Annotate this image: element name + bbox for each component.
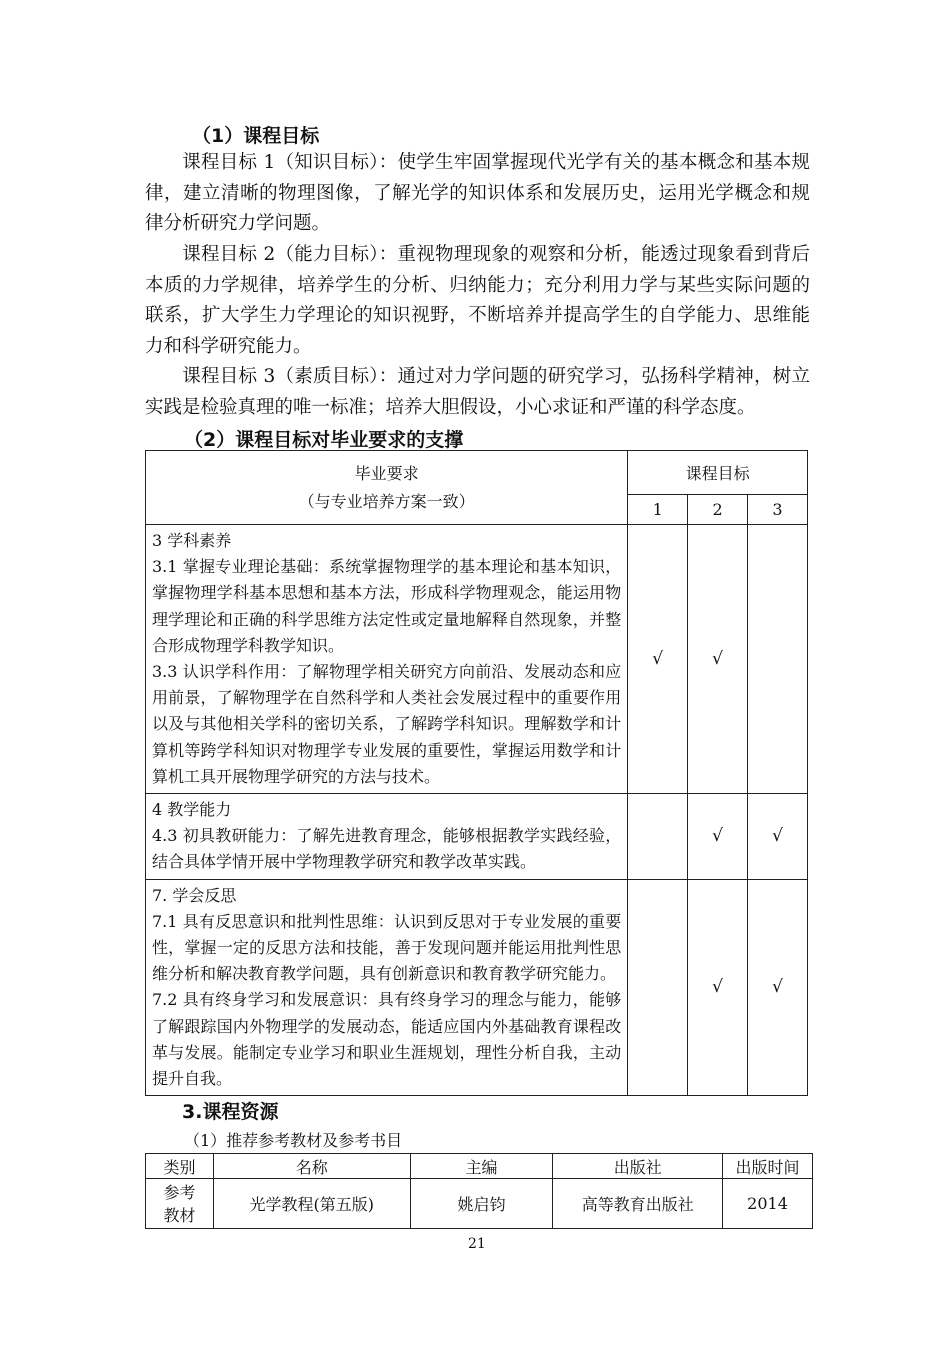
table-row — [146, 1179, 813, 1229]
header-name: 名称 — [213, 1154, 410, 1179]
goal-col-1: 1 — [628, 495, 688, 525]
table-row — [146, 525, 808, 794]
section-heading-support: （2）课程目标对毕业要求的支撑 — [184, 429, 464, 451]
requirements-support-table — [145, 450, 808, 1096]
goal-2-paragraph — [145, 240, 810, 362]
category-line: 教材 — [163, 1205, 196, 1225]
check-mark: √ — [748, 794, 808, 880]
references-table — [145, 1153, 813, 1229]
goal-3-paragraph — [145, 362, 810, 423]
goal-3-text: 课程目标 3（素质目标）：通过对力学问题的研究学习，弘扬科学精神，树立实践是检验真理的唯一标准；培养大胆假设，小心求证和严谨的科学态度。 — [145, 366, 810, 418]
subheading-references: （1）推荐参考教材及参考书目 — [184, 1131, 403, 1150]
requirement-item: 7.1 具有反思意识和批判性思维：认识到反思对于专业发展的重要性，掌握一定的反思方法和技能，善于发现问题并能运用批判性思维分析和解决教育教学问题，具有创新意识和教育教学研究能力。 — [152, 911, 622, 984]
goal-1-paragraph — [145, 148, 810, 240]
check-mark: √ — [688, 879, 748, 1096]
requirement-title: 4 教学能力 — [152, 800, 232, 820]
table-row — [146, 879, 808, 1096]
book-editor: 姚启钧 — [410, 1179, 553, 1229]
check-mark — [628, 794, 688, 880]
requirement-title: 3 学科素养 — [152, 531, 232, 550]
requirement-header: 毕业要求 — [354, 463, 419, 483]
requirement-header-note: （与专业培养方案一致） — [298, 491, 475, 511]
requirement-item: 4.3 初具教研能力：了解先进教育理念，能够根据教学实践经验，结合具体学情开展中学物理教学研究和教学改革实践。 — [152, 826, 622, 872]
requirement-cell — [146, 879, 628, 1096]
goal-col-3: 3 — [748, 495, 808, 525]
check-mark — [748, 525, 808, 794]
goal-header: 课程目标 — [628, 451, 808, 495]
page-number: 21 — [468, 1236, 486, 1252]
header-category: 类别 — [146, 1154, 214, 1179]
goal-2-text: 课程目标 2（能力目标）：重视物理现象的观察和分析，能透过现象看到背后本质的力学规律，培养学生的分析、归纳能力；充分利用力学与某些实际问题的联系，扩大学生力学理论的知识视野，不断培养并提高学生的自学能力、思维能力和科学研究能力。 — [145, 244, 810, 357]
check-mark: √ — [688, 525, 748, 794]
section-heading-resources: 3.课程资源 — [182, 1101, 279, 1123]
book-publisher: 高等教育出版社 — [553, 1179, 723, 1229]
header-publisher: 出版社 — [553, 1154, 723, 1179]
book-year: 2014 — [723, 1179, 813, 1229]
section-heading-course-goals: （1）课程目标 — [192, 125, 320, 147]
requirement-cell — [146, 794, 628, 880]
check-mark: √ — [748, 879, 808, 1096]
requirement-title: 7. 学会反思 — [152, 885, 237, 905]
header-editor: 主编 — [410, 1154, 553, 1179]
header-year: 出版时间 — [723, 1154, 813, 1179]
book-name: 光学教程(第五版) — [213, 1179, 410, 1229]
requirement-item: 7.2 具有终身学习和发展意识：具有终身学习的理念与能力，能够了解跟踪国内外物理学的发展动态，能适应国内外基础教育课程改革与发展。能制定专业学习和职业生涯规划，理性分析自我，主动提升自我。 — [152, 990, 622, 1089]
requirement-header-cell — [146, 451, 628, 525]
requirement-cell — [146, 525, 628, 794]
requirement-item: 3.3 认识学科作用：了解物理学相关研究方向前沿、发展动态和应用前景，了解物理学在自然科学和人类社会发展过程中的重要作用以及与其他相关学科的密切关系，了解跨学科知识。理解数学和计算机等跨学科知识对物理学专业发展的重要性，掌握运用数学和计算机工具开展物理学研究的方法与技术。 — [152, 662, 622, 786]
requirement-item: 3.1 掌握专业理论基础：系统掌握物理学的基本理论和基本知识，掌握物理学科基本思想和基本方法，形成科学物理观念，能运用物理学理论和正确的科学思维方法定性或定量地解释自然现象，并整合形成物理学科教学知识。 — [152, 557, 622, 655]
check-mark — [628, 879, 688, 1096]
check-mark: √ — [628, 525, 688, 794]
category-cell — [146, 1179, 214, 1229]
goal-col-2: 2 — [688, 495, 748, 525]
category-line: 参考 — [163, 1182, 196, 1202]
table-row — [146, 794, 808, 880]
goal-1-text: 课程目标 1（知识目标）：使学生牢固掌握现代光学有关的基本概念和基本规律，建立清晰的物理图像，了解光学的知识体系和发展历史，运用光学概念和规律分析研究力学问题。 — [145, 152, 810, 234]
check-mark: √ — [688, 794, 748, 880]
